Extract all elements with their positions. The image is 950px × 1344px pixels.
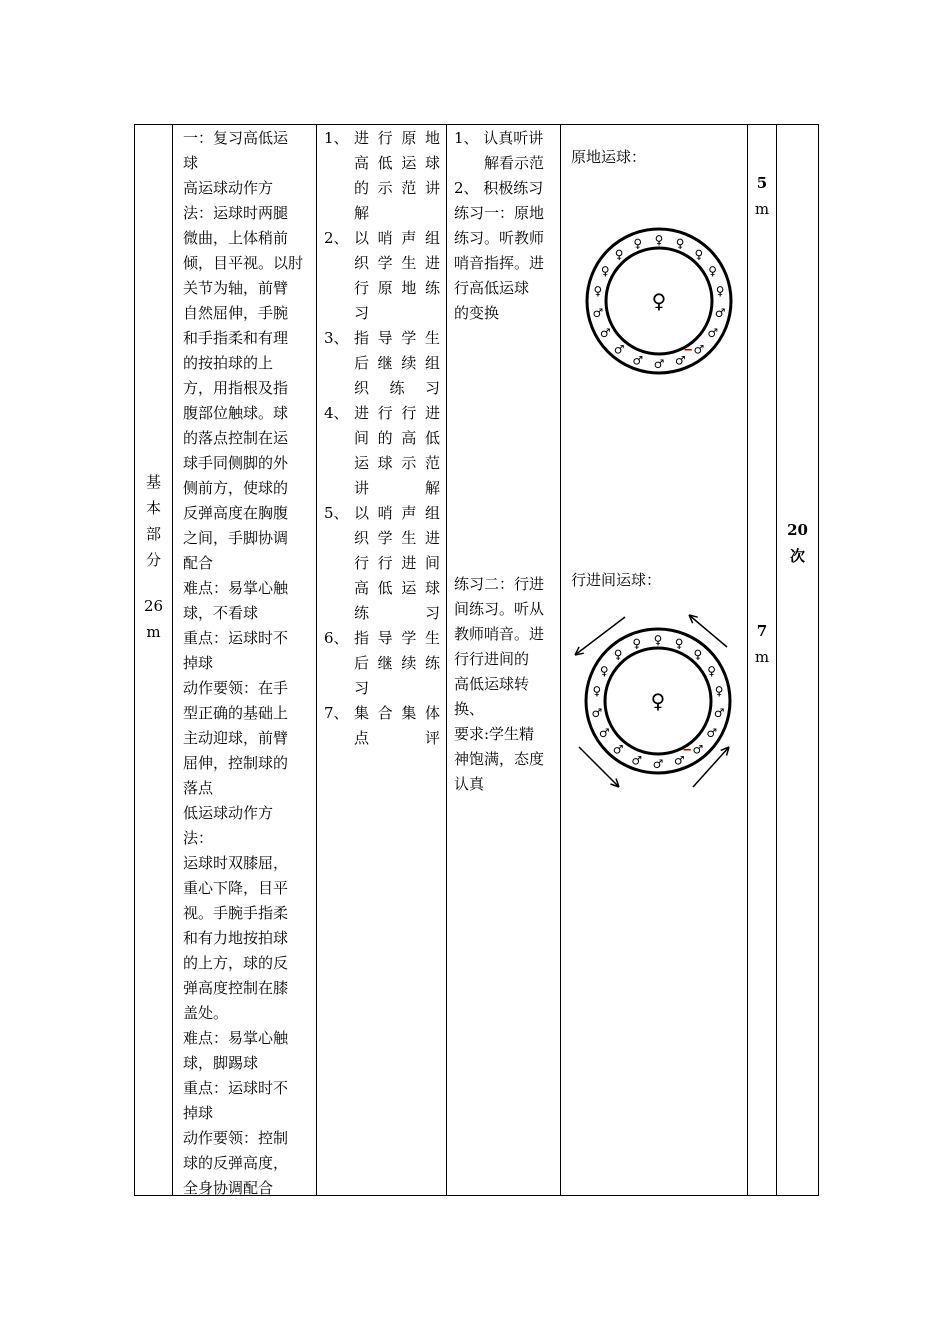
teacher-item-text bbox=[354, 701, 440, 751]
content-line: 落点 bbox=[183, 779, 214, 797]
reps-cell bbox=[777, 125, 818, 1195]
teacher-item-number: 5、 bbox=[324, 504, 349, 522]
teacher-item-line: 后继续组 bbox=[354, 354, 440, 372]
content-line: 球 bbox=[183, 154, 199, 172]
female-student-symbol: ♀ bbox=[592, 684, 602, 699]
column-divider bbox=[316, 125, 317, 1195]
female-student-symbol: ♀ bbox=[693, 647, 703, 662]
male-student-symbol: ♂ bbox=[653, 357, 665, 371]
teacher-item bbox=[324, 401, 440, 501]
content-line: 倾，目平视。以肘 bbox=[183, 254, 304, 272]
content-line: 主动迎球，前臂 bbox=[183, 729, 289, 747]
male-student-symbol: ♂ bbox=[692, 742, 704, 757]
teacher-item-line: 解 bbox=[354, 204, 370, 222]
male-student-symbol: ♂ bbox=[632, 353, 644, 368]
teacher-position-mark: ‒ bbox=[684, 342, 693, 356]
male-student-symbol: ♂ bbox=[612, 742, 624, 757]
teacher-item-number: 7、 bbox=[324, 704, 349, 722]
column-divider bbox=[560, 125, 561, 1195]
female-student-symbol: ♀ bbox=[694, 247, 704, 262]
content-line: 的落点控制在运 bbox=[183, 429, 289, 447]
female-student-symbol: ♀ bbox=[654, 233, 664, 247]
content-line: 高运球动作方 bbox=[183, 179, 274, 197]
content-line: 球，脚踢球 bbox=[183, 1054, 259, 1072]
content-line: 球手同侧脚的外 bbox=[183, 454, 289, 472]
content-line: 掉球 bbox=[183, 654, 214, 672]
teacher-item-number: 6、 bbox=[324, 629, 349, 647]
stationary-formation-diagram bbox=[579, 221, 739, 381]
teacher-item-line: 后继续练 bbox=[354, 654, 440, 672]
student-line: 1、 认真听讲 bbox=[454, 129, 544, 147]
female-student-symbol: ♀ bbox=[653, 633, 663, 647]
content-line: 动作要领：在手 bbox=[183, 679, 289, 697]
content-line: 之间，手脚协调 bbox=[183, 529, 289, 547]
student-line: 间练习。听从 bbox=[454, 600, 545, 618]
teacher-item-line: 的示范讲 bbox=[354, 179, 440, 197]
teacher-item-line: 行原地练 bbox=[354, 279, 440, 297]
male-student-symbol: ♂ bbox=[714, 305, 726, 320]
male-student-symbol: ♂ bbox=[599, 326, 611, 340]
teacher-item-line: 点评 bbox=[354, 729, 440, 747]
teacher-item-line: 高低运球 bbox=[354, 154, 440, 172]
moving-formation-diagram bbox=[569, 605, 744, 795]
section-label: 基 本 部 分 bbox=[145, 473, 161, 569]
teacher-item-line: 讲解 bbox=[354, 479, 440, 497]
female-student-symbol: ♀ bbox=[593, 284, 603, 299]
student-activities-bottom bbox=[454, 572, 554, 797]
teacher-symbol: ♀ bbox=[650, 689, 666, 713]
teacher-item-number: 4、 bbox=[324, 404, 349, 422]
moving-dribble-label: 行进间运球： bbox=[571, 571, 662, 589]
content-line: 的按拍球的上 bbox=[183, 354, 274, 372]
female-student-symbol: ♀ bbox=[599, 664, 609, 678]
student-line: 哨音指挥。进 bbox=[454, 254, 545, 272]
content-line: 关节为轴，前臂 bbox=[183, 279, 289, 297]
teacher-item bbox=[324, 701, 440, 751]
male-student-symbol: ♂ bbox=[592, 305, 604, 320]
female-student-symbol: ♀ bbox=[613, 647, 623, 662]
female-student-symbol: ♀ bbox=[633, 236, 643, 251]
teacher-item-text bbox=[354, 326, 440, 401]
teacher-item-line: 进行行进 bbox=[354, 404, 440, 422]
teacher-item-line: 运球示范 bbox=[354, 454, 440, 472]
male-student-symbol: ♂ bbox=[707, 326, 719, 340]
content-line: 的上方，球的反 bbox=[183, 954, 289, 972]
content-line: 自然屈伸，手腕 bbox=[183, 304, 289, 322]
content-line: 掉球 bbox=[183, 1104, 214, 1122]
student-line: 练习二：行进 bbox=[454, 575, 545, 593]
direction-arrow bbox=[689, 615, 727, 647]
column-divider bbox=[446, 125, 447, 1195]
student-line: 练习。听教师 bbox=[454, 229, 545, 247]
female-student-symbol: ♀ bbox=[674, 636, 684, 651]
teacher-item-text bbox=[354, 626, 440, 701]
content-line: 腹部位触球。球 bbox=[183, 404, 289, 422]
male-student-symbol: ♂ bbox=[598, 726, 610, 740]
content-line: 难点：易掌心触 bbox=[183, 1029, 289, 1047]
content-line: 微曲，上体稍前 bbox=[183, 229, 289, 247]
content-line: 球的反弹高度， bbox=[183, 1154, 289, 1172]
male-student-symbol: ♂ bbox=[652, 757, 664, 771]
content-line: 方，用指根及指 bbox=[183, 379, 289, 397]
organization-cell bbox=[569, 125, 744, 1195]
content-line: 重心下降，目平 bbox=[183, 879, 289, 897]
section-duration: 26 m bbox=[143, 597, 164, 641]
student-line: 2、 积极练习 bbox=[454, 179, 544, 197]
content-line: 难点：易掌心触 bbox=[183, 579, 289, 597]
teacher-item bbox=[324, 126, 440, 226]
teacher-activities bbox=[324, 126, 440, 751]
teacher-item-line: 集合集体 bbox=[354, 704, 440, 722]
content-cell bbox=[183, 126, 309, 1201]
content-line: 重点：运球时不 bbox=[183, 1079, 289, 1097]
female-student-symbol: ♀ bbox=[707, 664, 717, 678]
student-line: 行行进间的 bbox=[454, 650, 530, 668]
teacher-position-mark: ‒ bbox=[683, 742, 692, 756]
male-student-symbol: ♂ bbox=[613, 342, 625, 357]
female-student-symbol: ♀ bbox=[614, 247, 624, 262]
teacher-item-text bbox=[354, 126, 440, 226]
teacher-item-number: 1、 bbox=[324, 129, 349, 147]
teacher-item-line: 习 bbox=[354, 679, 370, 697]
content-line: 型正确的基础上 bbox=[183, 704, 289, 722]
teacher-item-line: 织学生进 bbox=[354, 254, 440, 272]
male-student-symbol: ♂ bbox=[674, 353, 686, 368]
content-line: 配合 bbox=[183, 554, 214, 572]
teacher-item-line: 间的高低 bbox=[354, 429, 440, 447]
student-line: 高低运球转 bbox=[454, 675, 530, 693]
content-line: 一：复习高低运 bbox=[183, 129, 289, 147]
content-line: 重点：运球时不 bbox=[183, 629, 289, 647]
female-student-symbol: ♀ bbox=[714, 684, 724, 699]
teacher-item-line: 织学生进 bbox=[354, 529, 440, 547]
content-line: 视。手腕手指柔 bbox=[183, 904, 289, 922]
content-line: 弹高度控制在膝 bbox=[183, 979, 289, 997]
content-line: 动作要领：控制 bbox=[183, 1129, 289, 1147]
student-line: 练习一：原地 bbox=[454, 204, 545, 222]
student-line: 教师哨音。进 bbox=[454, 625, 545, 643]
column-divider bbox=[172, 125, 173, 1195]
female-student-symbol: ♀ bbox=[632, 636, 642, 651]
male-student-symbol: ♂ bbox=[706, 726, 718, 740]
content-line: 运球时双膝屈， bbox=[183, 854, 289, 872]
content-line: 法： bbox=[183, 829, 214, 847]
teacher-item-line: 习 bbox=[354, 304, 370, 322]
student-line: 换、 bbox=[454, 700, 485, 718]
teacher-item bbox=[324, 626, 440, 701]
student-line: 神饱满，态度 bbox=[454, 750, 545, 768]
teacher-item-line: 以哨声组 bbox=[354, 229, 440, 247]
timing-cell bbox=[748, 125, 776, 1195]
teacher-item-text bbox=[354, 501, 440, 626]
female-student-symbol: ♀ bbox=[675, 236, 685, 251]
stationary-dribble-label: 原地运球： bbox=[571, 148, 647, 166]
student-line: 的变换 bbox=[454, 304, 500, 322]
reps-count: 20 次 bbox=[787, 521, 808, 565]
content-line: 屈伸，控制球的 bbox=[183, 754, 289, 772]
student-line: 解看示范 bbox=[484, 154, 545, 172]
female-student-symbol: ♀ bbox=[708, 264, 718, 278]
content-line: 和有力地按拍球 bbox=[183, 929, 289, 947]
male-student-symbol: ♂ bbox=[631, 753, 643, 768]
content-line: 盖处。 bbox=[183, 1004, 229, 1022]
content-line: 全身协调配合 bbox=[183, 1179, 274, 1197]
teacher-item-text bbox=[354, 226, 440, 326]
teacher-item bbox=[324, 226, 440, 326]
lesson-table bbox=[134, 124, 819, 1196]
teacher-item-line: 练习 bbox=[354, 604, 440, 622]
timing-top: 5 m bbox=[754, 174, 770, 218]
student-activities-top bbox=[454, 126, 554, 326]
male-student-symbol: ♂ bbox=[673, 753, 685, 768]
male-student-symbol: ♂ bbox=[693, 342, 705, 357]
content-line: 侧前方，使球的 bbox=[183, 479, 289, 497]
teacher-symbol: ♀ bbox=[651, 289, 667, 313]
teacher-item-line: 指导学生 bbox=[354, 629, 440, 647]
teacher-item-line: 行行进间 bbox=[354, 554, 440, 572]
male-student-symbol: ♂ bbox=[591, 705, 603, 720]
teacher-item bbox=[324, 501, 440, 626]
teacher-item-line: 进行原地 bbox=[354, 129, 440, 147]
male-student-symbol: ♂ bbox=[713, 705, 725, 720]
student-line: 要求:学生精 bbox=[454, 725, 535, 743]
content-line: 球，不看球 bbox=[183, 604, 259, 622]
content-line: 和手指柔和有理 bbox=[183, 329, 289, 347]
student-line: 行高低运球 bbox=[454, 279, 530, 297]
timing-bottom: 7 m bbox=[754, 622, 770, 666]
section-cell bbox=[135, 125, 172, 1195]
content-line: 法：运球时两腿 bbox=[183, 204, 289, 222]
teacher-item-text bbox=[354, 401, 440, 501]
female-student-symbol: ♀ bbox=[715, 284, 725, 299]
teacher-item-line: 指导学生 bbox=[354, 329, 440, 347]
teacher-item-number: 3、 bbox=[324, 329, 349, 347]
teacher-item-number: 2、 bbox=[324, 229, 349, 247]
content-line: 反弹高度在胸腹 bbox=[183, 504, 289, 522]
teacher-item bbox=[324, 326, 440, 401]
teacher-item-line: 以哨声组 bbox=[354, 504, 440, 522]
student-line: 认真 bbox=[454, 775, 485, 793]
female-student-symbol: ♀ bbox=[600, 264, 610, 278]
content-line: 低运球动作方 bbox=[183, 804, 274, 822]
teacher-item-line: 高低运球 bbox=[354, 579, 440, 597]
teacher-item-line: 织练习 bbox=[354, 379, 440, 397]
